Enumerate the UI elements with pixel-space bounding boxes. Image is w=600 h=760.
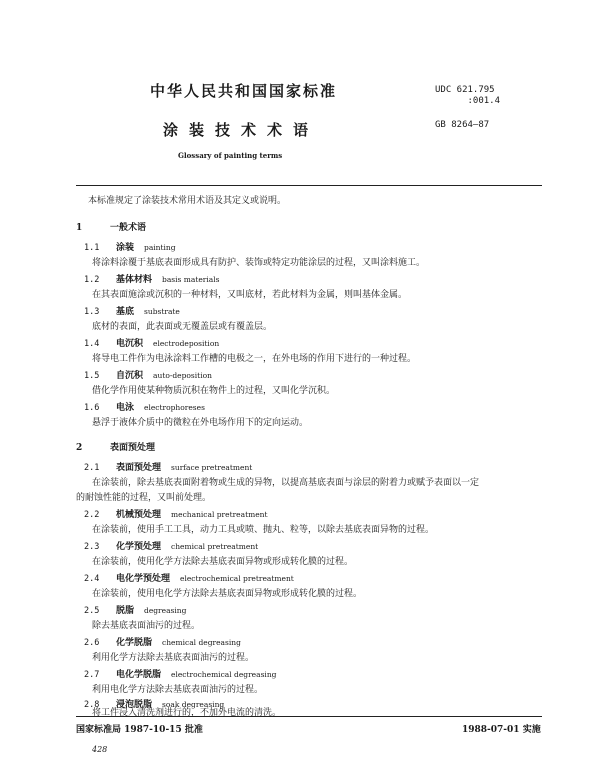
term-en: chemical pretreatment — [171, 542, 259, 551]
intro-text: 本标准规定了涂装技术常用术语及其定义或说明。 — [88, 196, 287, 206]
term-cn: 化学脱脂 — [116, 638, 153, 648]
term-cn: 基体材料 — [116, 275, 153, 285]
term-en: painting — [144, 243, 176, 252]
term-definition: 在其表面施涂或沉积的一种材料，又叫底材，若此材料为金属，则叫基体金属。 — [92, 290, 408, 300]
section-title: 一般术语 — [110, 223, 147, 233]
term-definition: 将工件浸入清洗剂进行的，不加外电流的清洗。 — [92, 708, 282, 718]
term-number: 2.8 — [84, 700, 100, 710]
term-en: surface pretreatment — [171, 463, 253, 472]
term-en: electrophoreses — [144, 403, 205, 412]
term-definition: 底材的表面，此表面或无覆盖层或有覆盖层。 — [92, 322, 273, 332]
term-cn: 基底 — [116, 307, 135, 317]
term-cn: 电泳 — [116, 403, 135, 413]
term-definition: 将涂料涂覆于基底表面形成具有防护、装饰或特定功能涂层的过程，又叫涂料施工。 — [92, 258, 426, 268]
term-number: 2.6 — [84, 638, 100, 648]
term-en: electrodeposition — [153, 339, 220, 348]
term-number: 2.3 — [84, 542, 100, 552]
term-en: substrate — [144, 307, 180, 316]
term-entry — [84, 368, 212, 381]
term-definition: 借化学作用使某种物质沉积在物件上的过程，又叫化学沉积。 — [92, 386, 336, 396]
term-definition: 悬浮于液体介质中的微粒在外电场作用下的定向运动。 — [92, 418, 309, 428]
term-number: 2.4 — [84, 574, 100, 584]
term-cn: 机械预处理 — [116, 510, 162, 520]
term-number: 1.2 — [84, 275, 100, 285]
term-entry — [84, 272, 220, 285]
term-cn: 电化学预处理 — [116, 574, 171, 584]
section-heading — [76, 440, 155, 453]
term-cn: 自沉积 — [116, 371, 144, 381]
approval-date: 国家标准局 1987-10-15 批准 — [76, 725, 203, 735]
term-en: mechanical pretreatment — [171, 510, 268, 519]
term-definition: 利用化学方法除去基底表面油污的过程。 — [92, 653, 255, 663]
term-definition: 在涂装前，使用手工工具，动力工具或喷、抛丸、粒等，以除去基底表面异物的过程。 — [92, 525, 435, 535]
term-entry — [84, 507, 268, 520]
term-definition: 利用电化学方法除去基底表面油污的过程。 — [92, 685, 264, 695]
term-entry — [84, 240, 176, 253]
term-entry — [84, 304, 180, 317]
term-number: 2.2 — [84, 510, 100, 520]
term-cn: 化学预处理 — [116, 542, 162, 552]
term-definition: 在涂装前，除去基底表面附着物或生成的异物，以提高基底表面与涂层的附着力或赋予表面以一定 — [92, 478, 480, 488]
term-cn: 电化学脱脂 — [116, 670, 162, 680]
term-number: 2.1 — [84, 463, 100, 473]
standard-name: 中华人民共和国国家标准 — [150, 82, 338, 100]
term-cn: 脱脂 — [116, 606, 135, 616]
udc-code: UDC 621.795 :001.4 — [435, 85, 501, 106]
term-number: 1.5 — [84, 371, 100, 381]
term-en: electrochemical pretreatment — [180, 574, 294, 583]
top-rule — [76, 185, 542, 186]
term-definition: 将导电工件作为电泳涂料工作槽的电极之一，在外电场的作用下进行的一种过程。 — [92, 354, 417, 364]
term-definition-continued: 的耐蚀性能的过程，又叫前处理。 — [76, 493, 212, 503]
term-number: 2.7 — [84, 670, 100, 680]
term-en: electrochemical degreasing — [171, 670, 277, 679]
term-number: 1.1 — [84, 243, 100, 253]
term-entry — [84, 539, 258, 552]
term-number: 2.5 — [84, 606, 100, 616]
term-definition: 在涂装前，使用化学方法除去基底表面异物或形成转化膜的过程。 — [92, 557, 354, 567]
term-cn: 涂装 — [116, 243, 135, 253]
section-number: 1 — [76, 223, 83, 233]
term-number: 1.4 — [84, 339, 100, 349]
term-entry — [84, 460, 252, 473]
term-en: degreasing — [144, 606, 187, 615]
term-entry — [84, 635, 241, 648]
term-entry — [84, 667, 276, 680]
term-definition: 在涂装前，使用电化学方法除去基底表面异物或形成转化膜的过程。 — [92, 589, 363, 599]
term-number: 1.6 — [84, 403, 100, 413]
term-en: basis materials — [162, 275, 220, 284]
gb-number: GB 8264—87 — [435, 120, 490, 130]
term-en: soak degreasing — [162, 700, 225, 709]
section-heading — [76, 220, 146, 233]
term-entry — [84, 400, 205, 413]
term-en: auto-deposition — [153, 371, 212, 380]
term-cn: 表面预处理 — [116, 463, 162, 473]
page-title: 涂装技术术语 — [163, 121, 320, 139]
term-cn: 电沉积 — [116, 339, 144, 349]
term-entry — [84, 336, 219, 349]
term-entry — [84, 571, 294, 584]
term-cn: 浸泡脱脂 — [116, 700, 153, 710]
term-en: chemical degreasing — [162, 638, 241, 647]
term-number: 1.3 — [84, 307, 100, 317]
section-title: 表面预处理 — [110, 443, 156, 453]
term-definition: 除去基底表面油污的过程。 — [92, 621, 201, 631]
subtitle-en: Glossary of painting terms — [178, 151, 283, 160]
bottom-rule — [76, 716, 542, 717]
implementation-date: 1988-07-01 实施 — [462, 725, 541, 735]
page-number: 428 — [92, 745, 108, 754]
term-entry — [84, 603, 186, 616]
section-number: 2 — [76, 443, 83, 453]
